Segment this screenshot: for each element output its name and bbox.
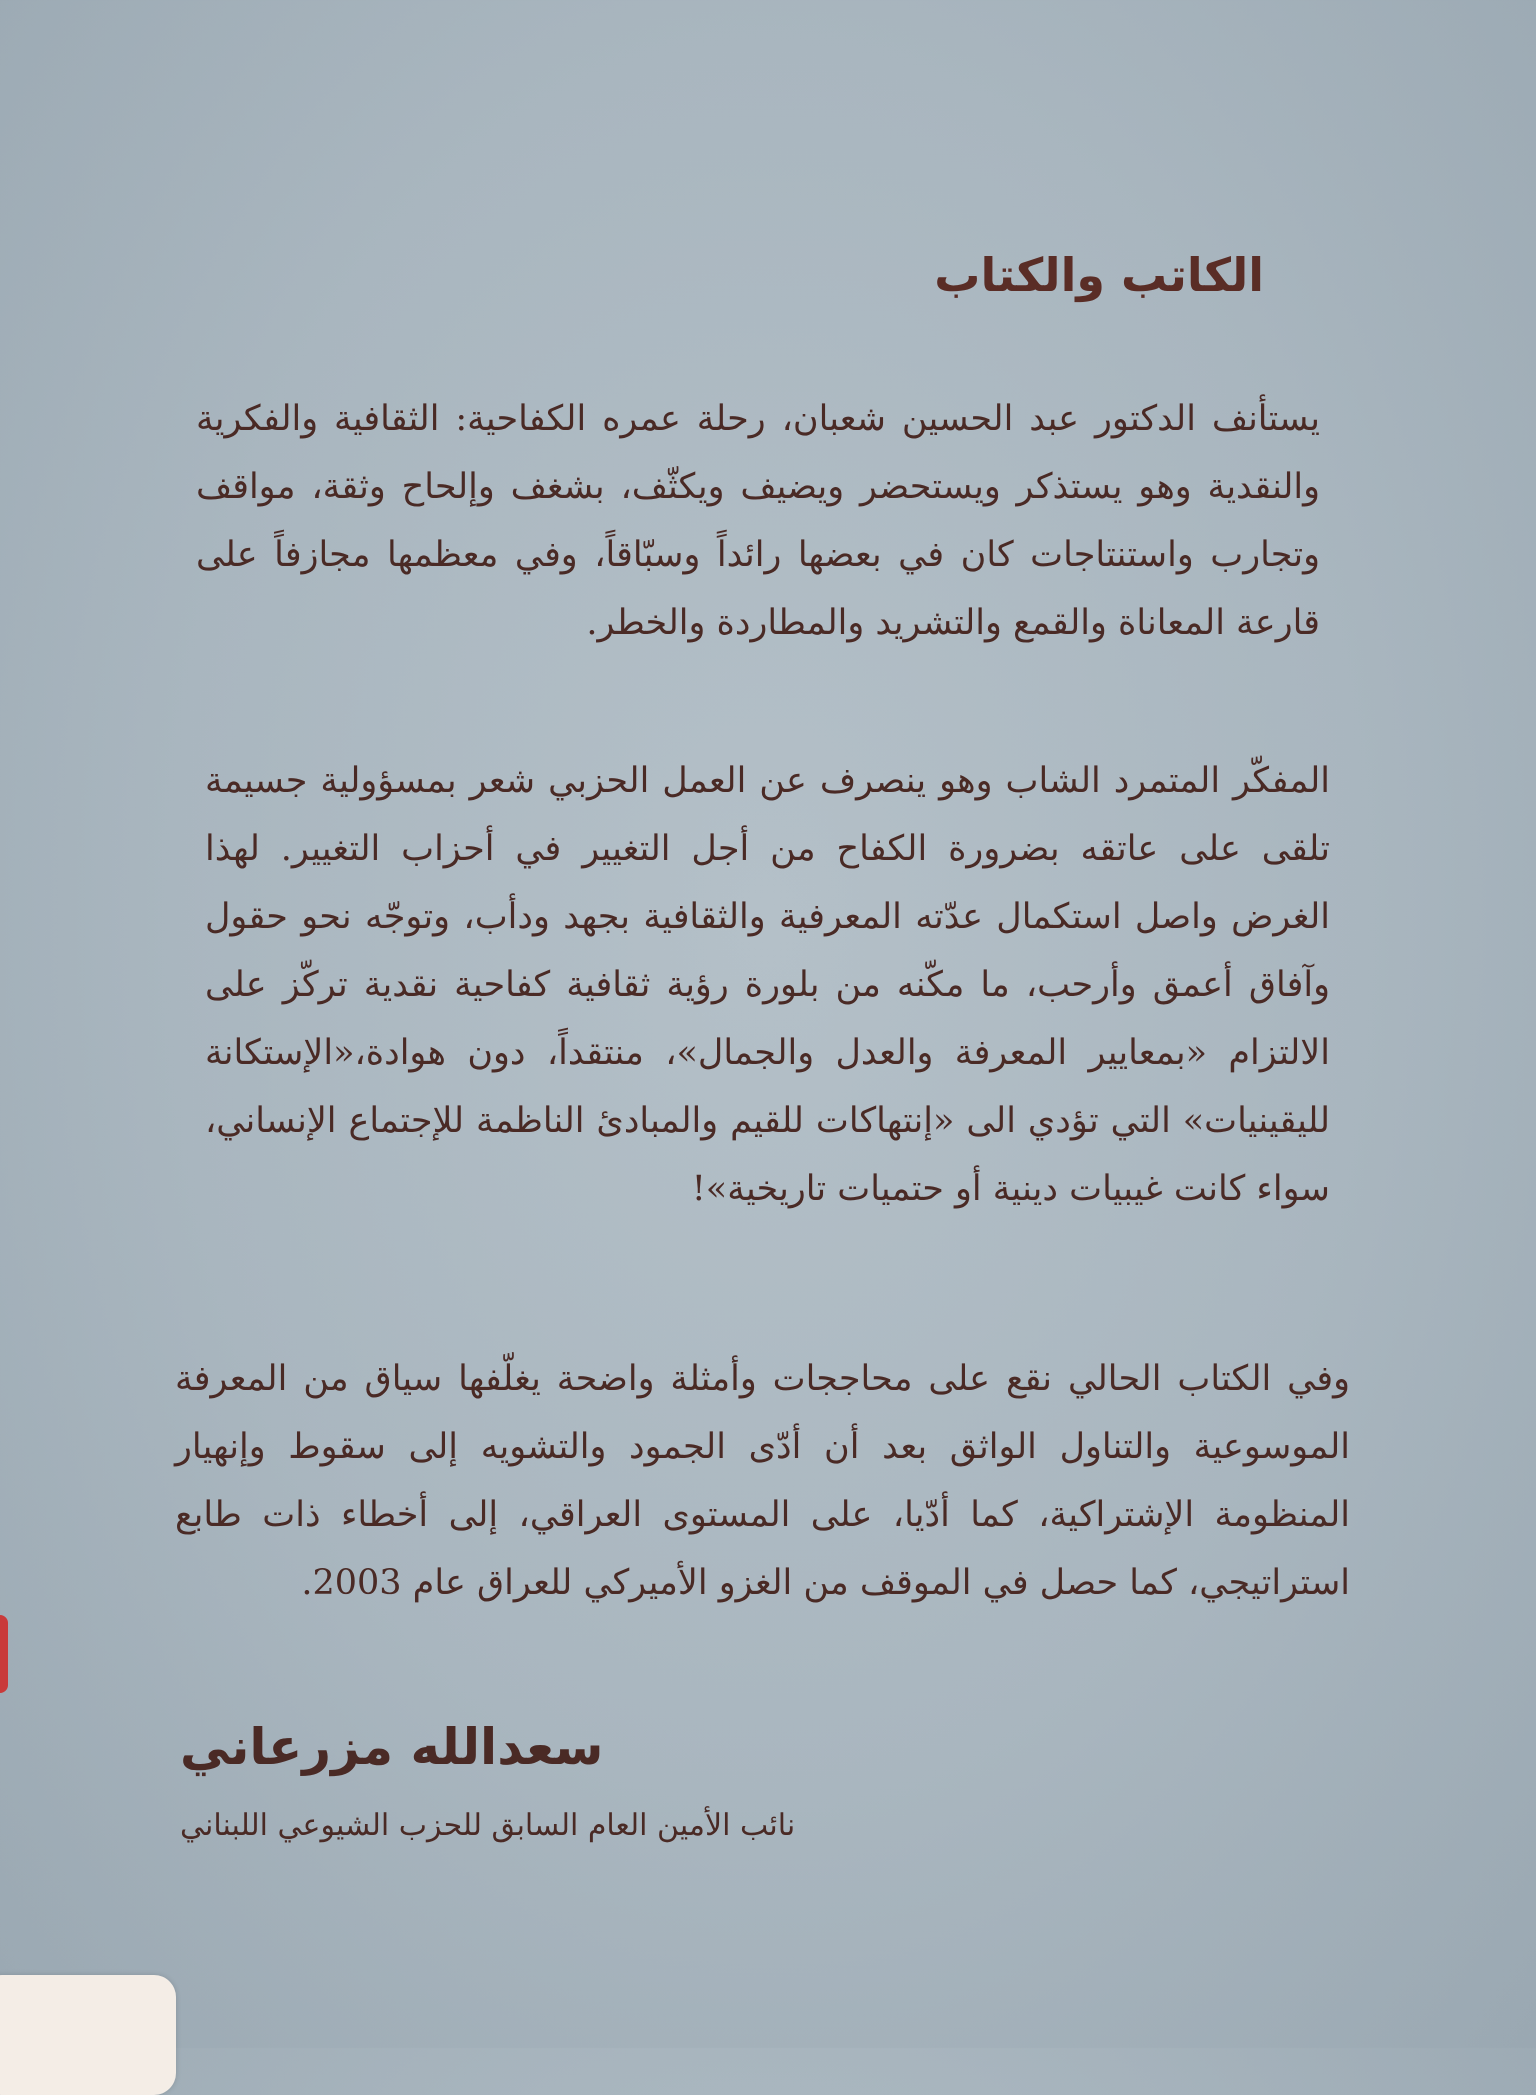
paragraph-1: يستأنف الدكتور عبد الحسين شعبان، رحلة عمره الكفاحية: الثقافية والفكرية والنقدية وهو يستذكر ويستحضر ويضيف ويكثّف، بشغف وإلحاح وثقة، مواقف وتجارب واستنتاجات كان في بعضها رائداً وسبّاقاً، وفي معظمها مجازفاً على قارعة المعاناة والقمع والتشريد والمطاردة والخطر. xyxy=(196,399,1320,643)
signature-role: نائب الأمين العام السابق للحزب الشيوعي اللبناني xyxy=(180,1808,796,1843)
paragraph-3: وفي الكتاب الحالي نقع على محاججات وأمثلة واضحة يغلّفها سياق من المعرفة الموسوعية والتناول الواثق بعد أن أدّى الجمود والتشويه إلى سقوط وإنهيار المنظومة الإشتراكية، كما أدّيا، على المستوى العراقي، إلى أخطاء ذات طابع استراتيجي، كما حصل في الموقف من الغزو الأميركي للعراق عام 2003. xyxy=(175,1359,1350,1603)
red-edge-mark xyxy=(0,1615,8,1693)
price-sticker xyxy=(0,1975,176,2095)
signature-name: سعدالله مزرعاني xyxy=(180,1718,604,1776)
paragraph-2: المفكّر المتمرد الشاب وهو ينصرف عن العمل الحزبي شعر بمسؤولية جسيمة تلقى على عاتقه بضرورة الكفاح من أجل التغيير في أحزاب التغيير. لهذا الغرض واصل استكمال عدّته المعرفية والثقافية بجهد ودأب، وتوجّه نحو حقول وآفاق أعمق وأرحب، ما مكّنه من بلورة رؤية ثقافية كفاحية نقدية تركّز على الالتزام «بمعايير المعرفة والعدل والجمال»، منتقداً، دون هوادة،«الإستكانة لليقينيات» التي تؤدي الى «إنتهاكات للقيم والمبادئ الناظمة للإجتماع الإنساني، سواء كانت غيبيات دينية أو حتميات تاريخية»! xyxy=(205,761,1330,1209)
section-title: الكاتب والكتاب xyxy=(934,248,1264,302)
